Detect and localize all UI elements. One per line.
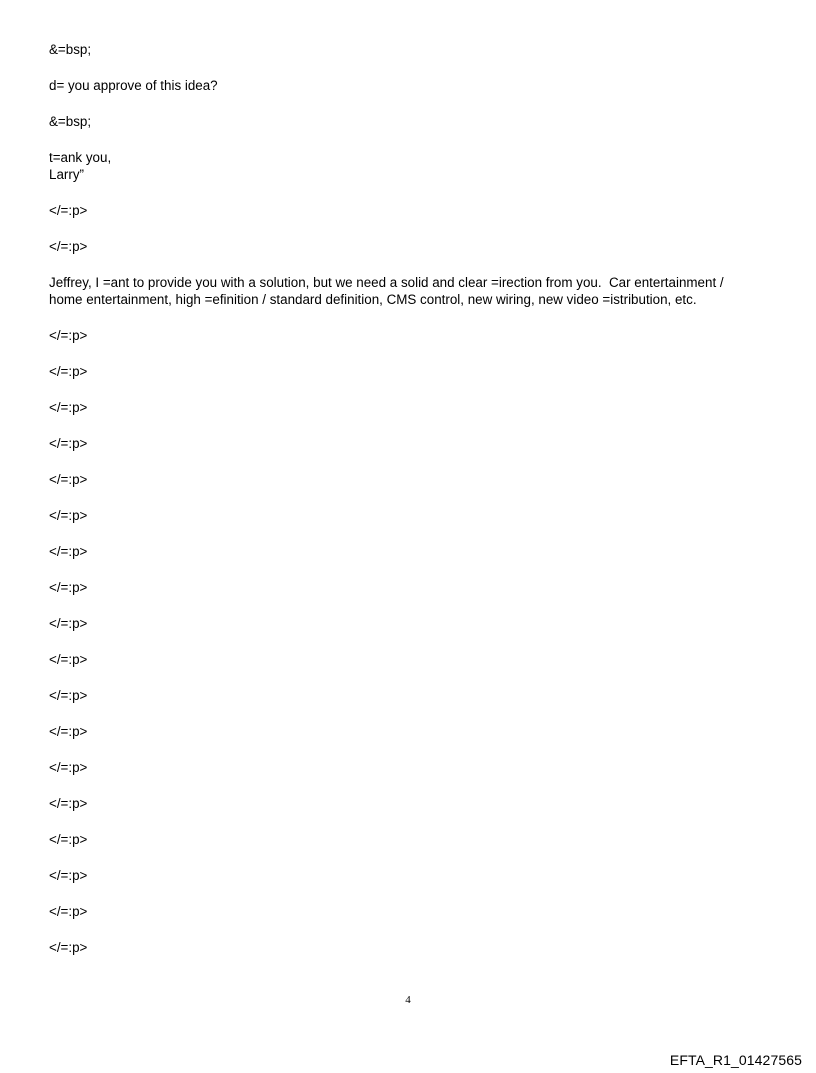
closing-tag-line: </=:p> bbox=[49, 760, 88, 775]
paragraph-line: Jeffrey, I =ant to provide you with a solution, but we need a solid and clear =irection from you. Car entertainment / bbox=[49, 275, 724, 290]
main-paragraph bbox=[49, 274, 769, 308]
closing-tag-line: </=:p> bbox=[49, 724, 88, 739]
closing-tag-line: </=:p> bbox=[49, 832, 88, 847]
closing-tag-line: </=:p> bbox=[49, 940, 88, 955]
signoff-thanks: t=ank you, bbox=[49, 150, 112, 165]
closing-tag-line: </=:p> bbox=[49, 203, 88, 218]
closing-tag-line: </=:p> bbox=[49, 652, 88, 667]
nbsp-line: &=bsp; bbox=[49, 42, 92, 57]
closing-tag-line: </=:p> bbox=[49, 688, 88, 703]
closing-tag-line: </=:p> bbox=[49, 472, 88, 487]
document-id: EFTA_R1_01427565 bbox=[669, 1052, 802, 1068]
closing-tags-list bbox=[49, 327, 769, 956]
closing-tag-line: </=:p> bbox=[49, 328, 88, 343]
closing-tag-line: </=:p> bbox=[49, 580, 88, 595]
page-number: 4 bbox=[405, 994, 411, 1006]
signoff-block bbox=[49, 149, 769, 183]
closing-tag-line: </=:p> bbox=[49, 508, 88, 523]
paragraph-line: home entertainment, high =efinition / standard definition, CMS control, new wiring, new video =istribution, etc. bbox=[49, 292, 697, 307]
closing-tag-line: </=:p> bbox=[49, 239, 88, 254]
closing-tag-line: </=:p> bbox=[49, 364, 88, 379]
closing-tag-line: </=:p> bbox=[49, 796, 88, 811]
question-line: d= you approve of this idea? bbox=[49, 78, 218, 93]
document-body bbox=[49, 41, 769, 956]
signoff-name: Larry” bbox=[49, 167, 84, 182]
closing-tag-line: </=:p> bbox=[49, 544, 88, 559]
closing-tag-line: </=:p> bbox=[49, 400, 88, 415]
closing-tag-line: </=:p> bbox=[49, 868, 88, 883]
closing-tag-line: </=:p> bbox=[49, 436, 88, 451]
closing-tag-line: </=:p> bbox=[49, 616, 88, 631]
nbsp-line: &=bsp; bbox=[49, 114, 92, 129]
closing-tag-line: </=:p> bbox=[49, 904, 88, 919]
